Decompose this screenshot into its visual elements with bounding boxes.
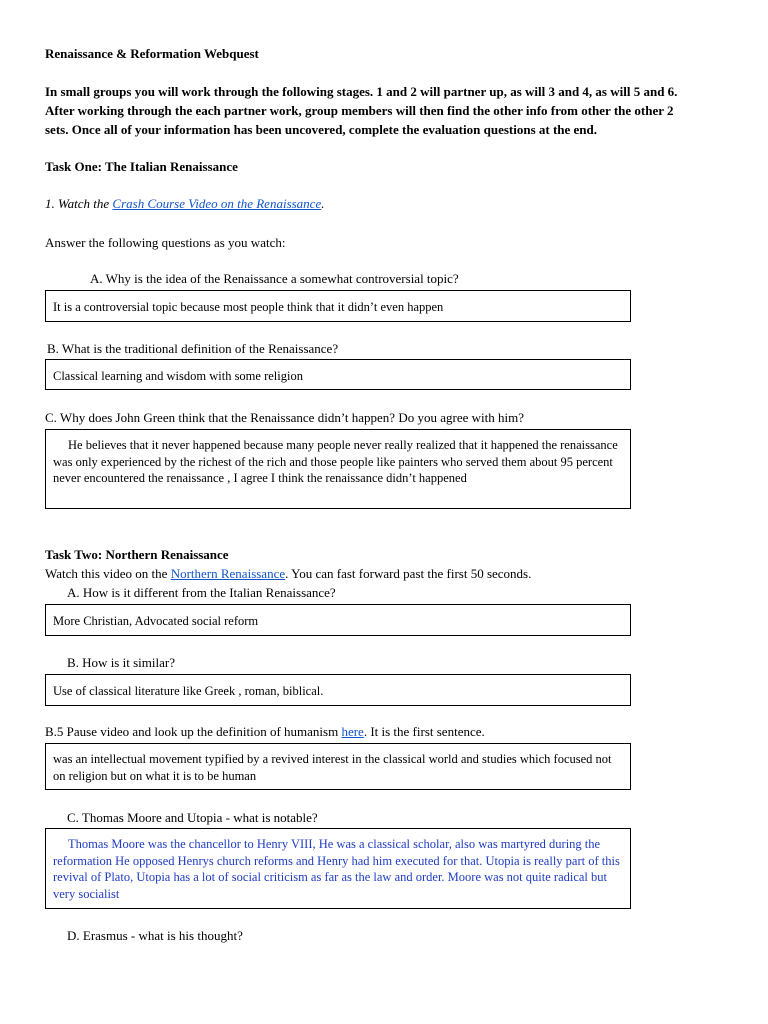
- intro-line-2: After working through the each partner work, group members will then find the other info from other the other 2: [45, 103, 674, 118]
- task1-answer-a: It is a controversial topic because most people think that it didn’t even happen: [53, 300, 444, 314]
- task2-answer-b-box[interactable]: [45, 674, 631, 706]
- task2-question-b: B. How is it similar?: [67, 655, 175, 670]
- task1-question-a: A. Why is the idea of the Renaissance a somewhat controversial topic?: [90, 271, 459, 286]
- task1-step1-suffix: .: [321, 196, 325, 211]
- task1-answer-c-box[interactable]: [45, 429, 631, 509]
- task2-intro-prefix: Watch this video on the: [45, 566, 171, 581]
- task1-answer-b-box[interactable]: [45, 359, 631, 390]
- intro-line-3: sets. Once all of your information has been uncovered, complete the evaluation questions at the end.: [45, 122, 598, 137]
- task2-answer-b5: was an intellectual movement typified by a revived interest in the classical world and studies which focused not on religion but on what it is to be human: [53, 752, 612, 783]
- task2-question-a: A. How is it different from the Italian Renaissance?: [67, 585, 336, 600]
- task2-intro: [45, 566, 531, 582]
- task2-intro-suffix: . You can fast forward past the first 50 seconds.: [285, 566, 532, 581]
- task1-step1: [45, 196, 324, 212]
- task2-answer-c: Thomas Moore was the chancellor to Henry VIII, He was a classical scholar, also was martyred during the reformation He opposed Henrys church reforms and Henry had him executed for that. Utopia is really part of this revival of Plato, Utopia has a lot of social criticism as far as the law and order. Moore was not quite radical but very socialist: [53, 837, 620, 901]
- task1-question-b: B. What is the traditional definition of the Renaissance?: [47, 341, 339, 356]
- task2-answer-c-box[interactable]: [45, 828, 631, 909]
- task1-instruction: Answer the following questions as you watch:: [45, 235, 286, 250]
- task2-answer-b: Use of classical literature like Greek , roman, biblical.: [53, 684, 324, 698]
- task1-answer-c: He believes that it never happened because many people never really realized that it happened the renaissance was only experienced by the richest of the rich and those people like painters who served them about 95 percent never encountered the renaissance , I agree I think the renaissance didn’t happened: [53, 438, 618, 485]
- task1-answer-a-box[interactable]: [45, 290, 631, 322]
- task2-question-d: D. Erasmus - what is his thought?: [67, 928, 243, 943]
- task2-answer-b5-box[interactable]: [45, 743, 631, 790]
- task2-question-b5-prefix: B.5 Pause video and look up the definition of humanism: [45, 724, 342, 739]
- task2-question-c: C. Thomas Moore and Utopia - what is notable?: [67, 810, 318, 825]
- intro-line-1: In small groups you will work through the following stages. 1 and 2 will partner up, as will 3 and 4, as will 5 and 6.: [45, 84, 678, 99]
- task2-answer-a: More Christian, Advocated social reform: [53, 614, 259, 628]
- task2-heading: Task Two: Northern Renaissance: [45, 547, 229, 562]
- page-title: Renaissance & Reformation Webquest: [45, 46, 259, 61]
- task1-question-c: C. Why does John Green think that the Renaissance didn’t happen? Do you agree with him?: [45, 410, 524, 425]
- task2-question-b5-suffix: . It is the first sentence.: [363, 724, 485, 739]
- task1-answer-b: Classical learning and wisdom with some religion: [53, 369, 303, 383]
- task1-heading: Task One: The Italian Renaissance: [45, 159, 238, 174]
- task1-step1-prefix: 1. Watch the: [45, 196, 113, 211]
- northern-renaissance-link[interactable]: Northern Renaissance: [170, 566, 286, 581]
- humanism-here-link[interactable]: here: [341, 724, 364, 739]
- task2-question-b5: [45, 724, 485, 740]
- crash-course-link[interactable]: Crash Course Video on the Renaissance: [112, 196, 322, 211]
- task2-answer-a-box[interactable]: [45, 604, 631, 636]
